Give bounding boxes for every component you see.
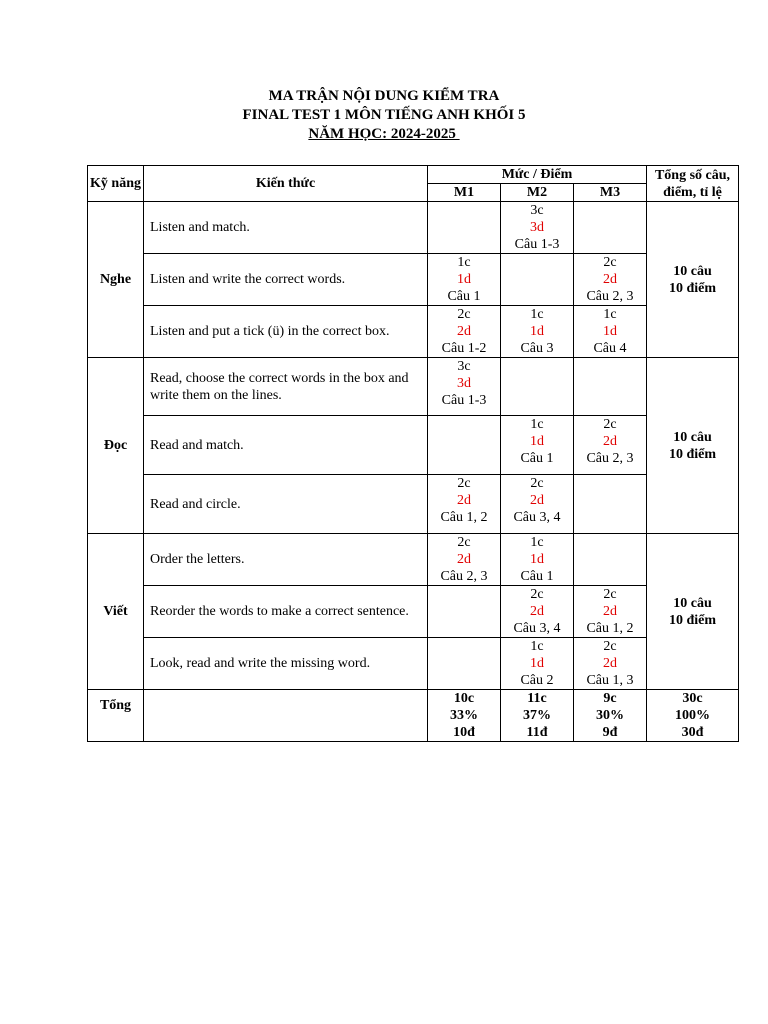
header-m2: M2 [501, 184, 574, 202]
point-value: 3d [457, 376, 471, 391]
level-cell-m3 [574, 638, 647, 690]
skill-cell: Đọc [88, 358, 144, 534]
level-cell-m3 [574, 254, 647, 306]
level-cell-m2 [501, 202, 574, 254]
table-row [88, 534, 739, 586]
level-cell-m2 [501, 358, 574, 416]
point-value: 2d [530, 493, 544, 508]
point-value: 2d [530, 604, 544, 619]
level-cell-m2 [501, 306, 574, 358]
level-cell-m2 [501, 534, 574, 586]
table-row [88, 416, 739, 475]
totals-value: 30% [596, 708, 624, 723]
question-numbers: Câu 1-3 [441, 393, 487, 408]
knowledge-cell: Order the letters. [144, 534, 428, 586]
question-numbers: Câu 2, 3 [440, 569, 488, 584]
question-numbers: Câu 3, 4 [513, 621, 561, 636]
table-row [88, 638, 739, 690]
table-row [88, 475, 739, 534]
skill-cell: Nghe [88, 202, 144, 358]
question-numbers: Câu 2, 3 [586, 289, 634, 304]
question-count: 3c [530, 203, 544, 218]
point-value: 3d [530, 220, 544, 235]
title-line-1: MA TRẬN NỘI DUNG KIỂM TRA [268, 88, 500, 104]
totals-value: 11đ [526, 725, 548, 740]
question-count: 2c [603, 417, 617, 432]
table-row [88, 586, 739, 638]
point-value: 2d [603, 434, 617, 449]
level-cell-m1 [428, 475, 501, 534]
point-value: 2d [603, 604, 617, 619]
skill-total-line: 10 điểm [668, 280, 717, 296]
point-value: 1d [457, 272, 471, 287]
level-cell-m2 [501, 475, 574, 534]
question-numbers: Câu 2, 3 [586, 451, 634, 466]
point-value: 2d [457, 324, 471, 339]
knowledge-cell: Listen and match. [144, 202, 428, 254]
question-count: 2c [603, 255, 617, 270]
question-numbers: Câu 1-2 [441, 341, 487, 356]
table-row [88, 306, 739, 358]
level-cell-m1 [428, 358, 501, 416]
level-cell-m2 [501, 586, 574, 638]
header-total: Tổng số câu, điểm, tỉ lệ [647, 166, 739, 202]
header-skill: Kỹ năng [88, 166, 144, 202]
knowledge-cell: Reorder the words to make a correct sentence. [144, 586, 428, 638]
skill-cell: Viết [88, 534, 144, 690]
question-numbers: Câu 3 [520, 341, 554, 356]
question-count: 2c [530, 587, 544, 602]
level-cell-m1 [428, 202, 501, 254]
question-count: 2c [457, 476, 471, 491]
totals-cell-all [647, 690, 739, 742]
question-numbers: Câu 1, 3 [586, 673, 634, 688]
question-count: 2c [603, 587, 617, 602]
knowledge-cell: Listen and write the correct words. [144, 254, 428, 306]
question-count: 1c [603, 307, 617, 322]
skill-total-cell [647, 202, 739, 358]
point-value: 1d [530, 656, 544, 671]
level-cell-m2 [501, 254, 574, 306]
point-value: 2d [603, 656, 617, 671]
knowledge-cell: Listen and put a tick (ü) in the correct box. [144, 306, 428, 358]
header-level: Mức / Điểm [428, 166, 647, 184]
totals-value: 30c [682, 691, 703, 706]
totals-row [88, 690, 739, 742]
knowledge-cell: Read and circle. [144, 475, 428, 534]
totals-value: 33% [450, 708, 478, 723]
point-value: 2d [603, 272, 617, 287]
knowledge-cell: Look, read and write the missing word. [144, 638, 428, 690]
level-cell-m3 [574, 586, 647, 638]
question-count: 1c [530, 307, 544, 322]
totals-empty-cell [144, 690, 428, 742]
skill-total-line: 10 câu [673, 595, 712, 611]
header-knowledge: Kiến thức [144, 166, 428, 202]
level-cell-m1 [428, 306, 501, 358]
school-year: NĂM HỌC: 2024-2025 [308, 126, 460, 142]
skill-total-cell [647, 534, 739, 690]
point-value: 1d [530, 552, 544, 567]
question-count: 2c [603, 639, 617, 654]
question-count: 1c [530, 535, 544, 550]
matrix-body [88, 202, 739, 742]
totals-value: 10đ [453, 725, 475, 740]
level-cell-m3 [574, 534, 647, 586]
level-cell-m1 [428, 254, 501, 306]
question-numbers: Câu 1 [520, 451, 554, 466]
question-count: 2c [457, 535, 471, 550]
skill-total-line: 10 câu [673, 429, 712, 445]
title-line-2: FINAL TEST 1 MÔN TIẾNG ANH KHỐI 5 [242, 107, 526, 123]
table-row [88, 358, 739, 416]
question-numbers: Câu 1 [447, 289, 481, 304]
point-value: 1d [603, 324, 617, 339]
title-line-3 [0, 125, 768, 143]
totals-cell-m2 [501, 690, 574, 742]
question-numbers: Câu 1, 2 [586, 621, 634, 636]
skill-total-line: 10 điểm [668, 446, 717, 462]
point-value: 1d [530, 324, 544, 339]
totals-value: 9c [603, 691, 617, 706]
header-m1: M1 [428, 184, 501, 202]
table-row [88, 254, 739, 306]
knowledge-cell: Read, choose the correct words in the box and write them on the lines. [144, 358, 428, 416]
totals-value: 10c [453, 691, 475, 706]
level-cell-m3 [574, 202, 647, 254]
question-numbers: Câu 4 [593, 341, 627, 356]
totals-value: 37% [523, 708, 551, 723]
question-numbers: Câu 1 [520, 569, 554, 584]
question-count: 2c [457, 307, 471, 322]
level-cell-m3 [574, 306, 647, 358]
level-cell-m2 [501, 638, 574, 690]
point-value: 2d [457, 493, 471, 508]
level-cell-m3 [574, 416, 647, 475]
level-cell-m3 [574, 475, 647, 534]
totals-cell-m3 [574, 690, 647, 742]
skill-total-cell [647, 358, 739, 534]
level-cell-m1 [428, 534, 501, 586]
point-value: 2d [457, 552, 471, 567]
level-cell-m1 [428, 638, 501, 690]
totals-value: 100% [675, 708, 710, 723]
header-m3: M3 [574, 184, 647, 202]
skill-total-line: 10 câu [673, 263, 712, 279]
point-value: 1d [530, 434, 544, 449]
totals-value: 30đ [681, 725, 704, 740]
level-cell-m1 [428, 416, 501, 475]
totals-value: 9đ [602, 725, 618, 740]
question-numbers: Câu 1, 2 [440, 510, 488, 525]
totals-cell-m1 [428, 690, 501, 742]
level-cell-m1 [428, 586, 501, 638]
question-numbers: Câu 2 [520, 673, 554, 688]
totals-label: Tổng [88, 690, 144, 742]
content-matrix-table [87, 165, 739, 742]
question-count: 3c [457, 359, 471, 374]
question-count: 1c [530, 417, 544, 432]
question-count: 1c [457, 255, 471, 270]
totals-value: 11c [527, 691, 547, 706]
question-count: 1c [530, 639, 544, 654]
question-numbers: Câu 3, 4 [513, 510, 561, 525]
level-cell-m3 [574, 358, 647, 416]
level-cell-m2 [501, 416, 574, 475]
table-row [88, 202, 739, 254]
knowledge-cell: Read and match. [144, 416, 428, 475]
skill-total-line: 10 điểm [668, 612, 717, 628]
question-count: 2c [530, 476, 544, 491]
question-numbers: Câu 1-3 [514, 237, 560, 252]
